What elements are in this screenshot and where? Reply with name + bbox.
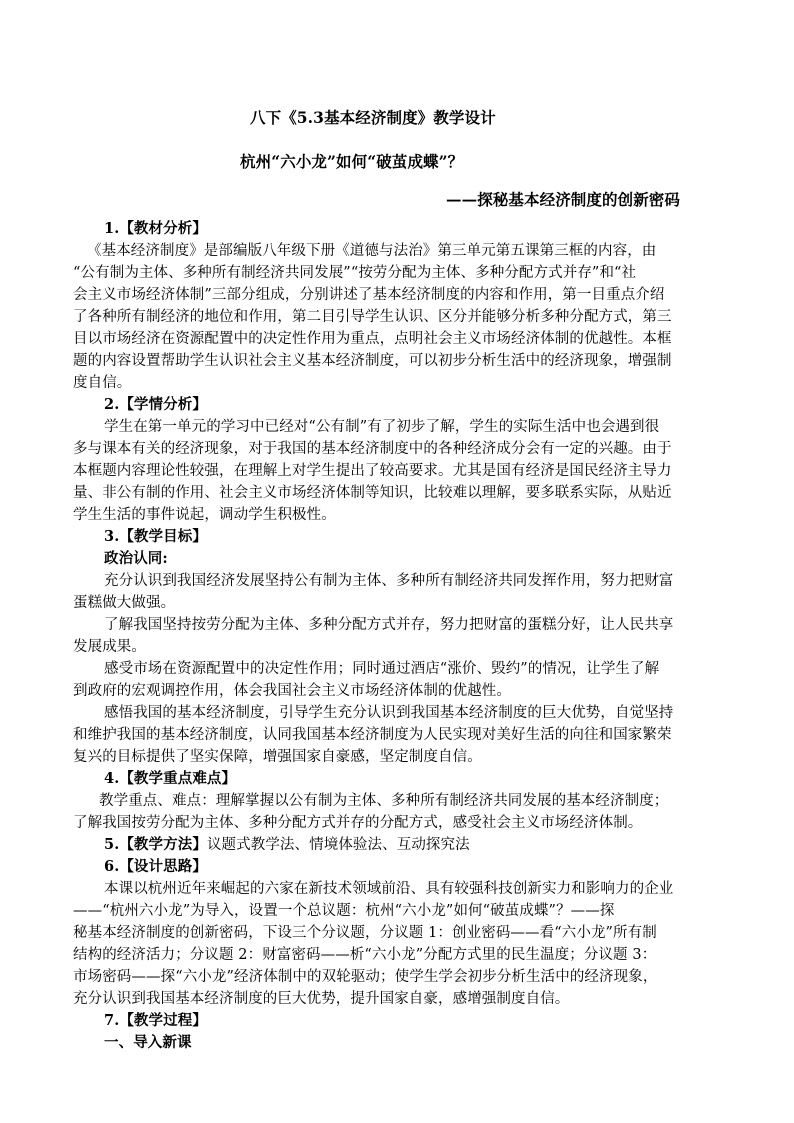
paragraph-line: 量、非公有制的作用、社会主义市场经济体制等知识，比较难以理解，要多联系实际，从贴近 [73,485,672,501]
section-heading: 1.【教材分析】 [104,220,207,237]
paragraph-line: 本课以杭州近年来崛起的六家在新技术领域前沿、具有较强科技创新实力和影响力的企业 [104,881,674,897]
paragraph-line: 多与课本有关的经济现象，对于我国的基本经济制度中的各种经济成分会有一定的兴趣。由于 [73,441,672,457]
section-heading: 6.【设计思路】 [104,858,207,875]
paragraph-line: 和维护我国的基本经济制度，认同我国基本经济制度为人民实现对美好生活的向往和国家繁荣 [73,727,672,743]
paragraph-line: 复兴的目标提供了坚实保障，增强国家自豪感，坚定制度自信。 [73,749,482,765]
paragraph-line: 到政府的宏观调控作用，体会我国社会主义市场经济体制的优越性。 [73,683,511,699]
paragraph-line: 感悟我国的基本经济制度，引导学生充分认识到我国基本经济制度的巨大优势，自觉坚持 [104,705,674,721]
paragraph-line: 感受市场在资源配置中的决定性作用；同时通过酒店“涨价、毁约”的情况，让学生了解 [104,661,660,677]
paragraph-line: 学生生活的事件说起，调动学生积极性。 [73,507,336,523]
section-heading: 5.【教学方法】 [104,836,207,853]
paragraph-line: 发展成果。 [73,639,146,655]
subsection-heading: 一、导入新课 [104,1034,192,1051]
paragraph-line: “公有制为主体、多种所有制经济共同发展”“按劳分配为主体、多种分配方式并存”和“社 [73,265,637,281]
paragraph-line: 了解我国按劳分配为主体、多种分配方式并存的分配方式，感受社会主义市场经济体制。 [73,815,643,831]
paragraph-line: 充分认识到我国经济发展坚持公有制为主体、多种所有制经济共同发挥作用，努力把财富 [104,573,674,589]
paragraph-line: 题的内容设置帮助学生认识社会主义基本经济制度，可以初步分析生活中的经济现象，增强制 [73,353,672,369]
paragraph-line: 度自信。 [73,375,132,391]
section-inline-text: 议题式教学法、情境体验法、互动探究法 [206,837,470,853]
subsection-heading: 政治认同: [104,550,168,567]
paragraph-line: 会主义市场经济体制”三部分组成，分别讲述了基本经济制度的内容和作用，第一目重点介绍 [73,287,665,303]
paragraph-line: 蛋糕做大做强。 [73,595,176,611]
section-heading: 3.【教学目标】 [104,528,207,545]
section-heading: 2.【学情分析】 [104,396,207,413]
paragraph-line: 目以市场经济在资源配置中的决定性作用为重点，点明社会主义市场经济体制的优越性。本框 [73,331,672,347]
paragraph-line: 《基本经济制度》是部编版八年级下册《道德与法治》第三单元第五课第三框的内容，由 [87,243,657,259]
paragraph-line: 教学重点、难点：理解掌握以公有制为主体、多种所有制经济共同发展的基本经济制度； [99,793,669,809]
document-subtitle: 杭州“六小龙”如何“破茧成蝶”？ [240,152,464,171]
document-title: 八下《5.3基本经济制度》教学设计 [250,108,496,127]
section-heading: 4.【教学重点难点】 [104,770,237,787]
paragraph-line: 学生在第一单元的学习中已经对“公有制”有了初步了解，学生的实际生活中也会遇到很 [104,419,660,435]
paragraph-line: 本框题内容理论性较强，在理解上对学生提出了较高要求。尤其是国有经济是国民经济主导力 [73,463,672,479]
paragraph-line: 了解我国坚持按劳分配为主体、多种分配方式并存，努力把财富的蛋糕分好，让人民共享 [104,617,674,633]
paragraph-line: 充分认识到我国基本经济制度的巨大优势，提升国家自豪，感增强制度自信。 [73,991,570,1007]
paragraph-line: 了各种所有制经济的地位和作用，第二目引导学生认识、区分并能够分析多种分配方式，第三 [73,309,672,325]
section-heading: 7.【教学过程】 [104,1012,207,1029]
paragraph-line: 结构的经济活力；分议题 2：财富密码——析“六小龙”分配方式里的民生温度；分议题 3： [73,947,657,963]
paragraph-line: 市场密码——探“六小龙”经济体制中的双轮驱动；使学生学会初步分析生活中的经济现象， [73,969,658,985]
paragraph-line: 秘基本经济制度的创新密码，下设三个分议题，分议题 1：创业密码——看“六小龙”所有制 [73,925,657,941]
paragraph-line: ——“杭州六小龙”为导入，设置一个总议题：杭州“六小龙”如何“破茧成蝶”？——探 [73,903,615,919]
document-subsubtitle: ——探秘基本经济制度的创新密码 [446,190,681,209]
section-line [104,835,470,855]
